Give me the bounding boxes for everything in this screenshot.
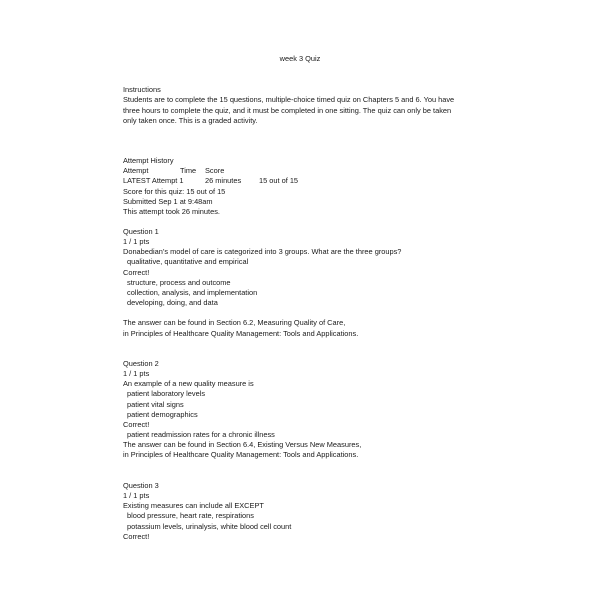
answer-option: potassium levels, urinalysis, white blood cell count xyxy=(127,521,292,531)
answer-option: patient demographics xyxy=(127,409,198,419)
column-header-time: Time xyxy=(180,166,197,175)
column-header-score: Score xyxy=(205,166,225,175)
page-title: week 3 Quiz xyxy=(279,54,321,63)
attempt-duration: This attempt took 26 minutes. xyxy=(123,207,220,216)
question-points: 1 / 1 pts xyxy=(123,237,150,247)
question-prompt: Existing measures can include all EXCEPT xyxy=(123,501,264,511)
attempt-score: 15 out of 15 xyxy=(259,176,299,185)
question-prompt: Donabedian’s model of care is categorized into 3 groups. What are the three groups? xyxy=(123,247,402,257)
instructions-text: only taken once. This is a graded activity. xyxy=(123,116,258,125)
answer-reference: in Principles of Healthcare Quality Management: Tools and Applications. xyxy=(123,450,359,460)
attempt-history-heading: Attempt History xyxy=(123,156,174,165)
answer-option: developing, doing, and data xyxy=(127,298,218,308)
quiz-score: Score for this quiz: 15 out of 15 xyxy=(123,187,226,196)
correct-label: Correct! xyxy=(123,419,150,429)
answer-reference: in Principles of Healthcare Quality Management: Tools and Applications. xyxy=(123,328,359,338)
answer-option: structure, process and outcome xyxy=(127,277,231,287)
correct-label: Correct! xyxy=(123,267,150,277)
answer-reference: The answer can be found in Section 6.2, Measuring Quality of Care, xyxy=(123,318,346,328)
correct-label: Correct! xyxy=(123,531,150,541)
question-title: Question 1 xyxy=(123,227,159,236)
question-points: 1 / 1 pts xyxy=(123,491,150,501)
instructions-heading: Instructions xyxy=(123,85,161,94)
question-title: Question 2 xyxy=(123,359,159,368)
answer-option: patient vital signs xyxy=(127,399,184,409)
answer-option: patient readmission rates for a chronic illness xyxy=(127,430,275,440)
attempt-label: LATEST Attempt 1 xyxy=(123,176,184,185)
answer-option: patient laboratory levels xyxy=(127,389,206,399)
question-prompt: An example of a new quality measure is xyxy=(123,379,254,389)
answer-option: qualitative, quantitative and empirical xyxy=(127,257,249,267)
submitted-time: Submitted Sep 1 at 9:48am xyxy=(123,197,213,206)
answer-option: blood pressure, heart rate, respirations xyxy=(127,511,254,521)
question-title: Question 3 xyxy=(123,481,159,490)
answer-option: collection, analysis, and implementation xyxy=(127,287,258,297)
column-header-attempt: Attempt xyxy=(123,166,149,175)
answer-reference: The answer can be found in Section 6.4, Existing Versus New Measures, xyxy=(123,440,362,450)
instructions-text: three hours to complete the quiz, and it must be completed in one sitting. The quiz can only be taken xyxy=(123,106,452,115)
attempt-time: 26 minutes xyxy=(205,176,242,185)
question-points: 1 / 1 pts xyxy=(123,369,150,379)
instructions-text: Students are to complete the 15 questions, multiple-choice timed quiz on Chapters 5 and 6. You have xyxy=(123,95,455,104)
